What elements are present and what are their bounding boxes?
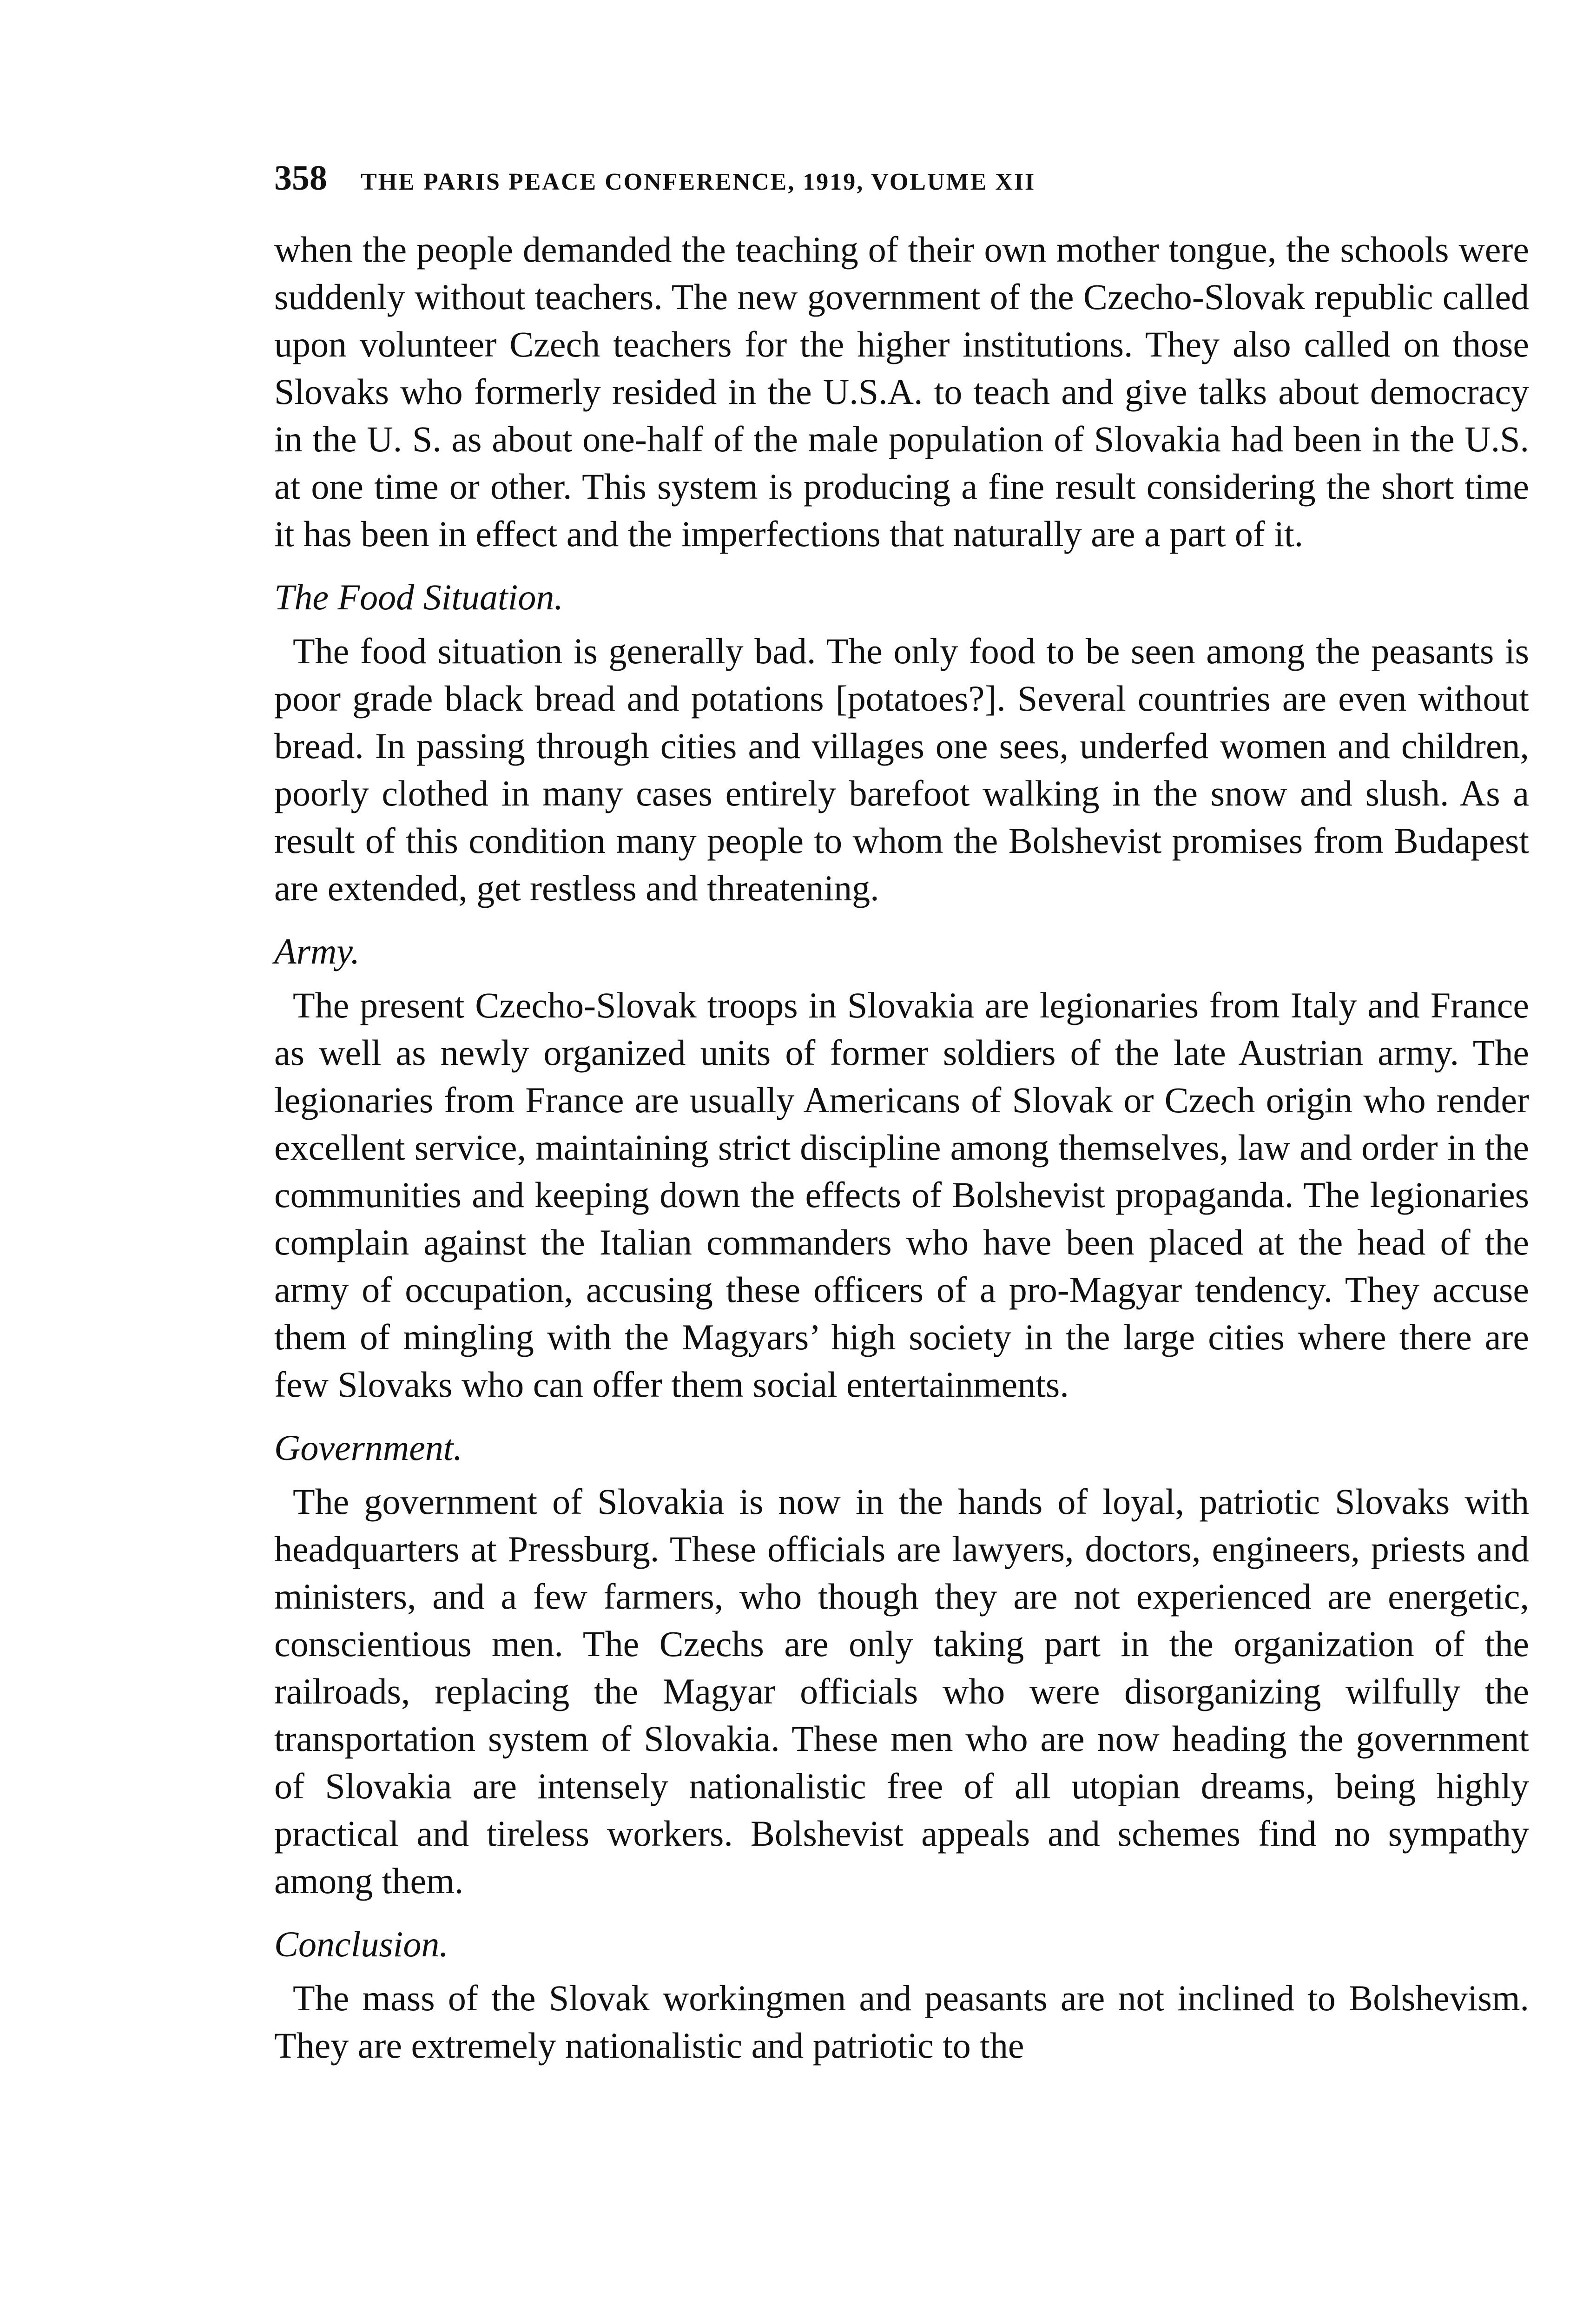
intro-paragraph: when the people demanded the teaching of their own mother tongue, the schools were suddenly without teachers. The new government of the Czecho-Slovak republic called upon volunteer Czech teachers for the higher institutions. They also called on those Slovaks who formerly resided in the U.S.A. to teach and give talks about democracy in the U. S. as about one-half of the male population of Slovakia had been in the U.S. at one time or other. This system is producing a fine result considering the short time it has been in effect and the imperfections that naturally are a part of it. <box>274 229 1529 554</box>
book-page <box>274 158 1529 2069</box>
section-paragraph-government: The government of Slovakia is now in the hands of loyal, patriotic Slovaks with headquarters at Pressburg. These officials are lawyers, doctors, engineers, priests and ministers, and a few farmers, who though they are not experienced are energetic, conscientious men. The Czechs are only taking part in the organization of the railroads, replacing the Magyar officials who were disorganizing wilfully the transportation system of Slovakia. These men who are now heading the government of Slovakia are intensely nationalistic free of all utopian dreams, being highly practical and tireless workers. Bolshevist appeals and schemes find no sympathy among them. <box>274 1481 1529 1901</box>
running-title: THE PARIS PEACE CONFERENCE, 1919, VOLUME XII <box>361 169 1036 195</box>
section-paragraph-army: The present Czecho-Slovak troops in Slovakia are legionaries from Italy and France as well as newly organized units of former soldiers of the late Austrian army. The legionaries from France are usually Americans of Slovak or Czech origin who render excellent service, maintaining strict discipline among themselves, law and order in the communities and keeping down the effects of Bolshevist propaganda. The legionaries complain against the Italian commanders who have been placed at the head of the army of occupation, accusing these officers of a pro-Magyar tendency. They accuse them of mingling with the Magyars’ high society in the large cities where there are few Slovaks who can offer them social entertainments. <box>274 985 1529 1405</box>
section-heading-government: Government. <box>274 1427 463 1468</box>
page-number: 358 <box>274 158 327 198</box>
running-header <box>274 158 1529 209</box>
section-paragraph-conclusion: The mass of the Slovak workingmen and peasants are not inclined to Bolshevism. They are extremely nationalistic and patriotic to the <box>274 1978 1529 2066</box>
section-heading-army: Army. <box>274 931 360 971</box>
section-heading-food-situation: The Food Situation. <box>274 577 563 617</box>
section-paragraph-food-situation: The food situation is generally bad. The only food to be seen among the peasants is poor grade black bread and potations [potatoes?]. Several countries are even without bread. In passing through cities and villages one sees, underfed women and children, poorly clothed in many cases entirely barefoot walking in the snow and slush. As a result of this condition many people to whom the Bolshevist promises from Budapest are extended, get restless and threatening. <box>274 631 1529 908</box>
section-heading-conclusion: Conclusion. <box>274 1924 449 1964</box>
